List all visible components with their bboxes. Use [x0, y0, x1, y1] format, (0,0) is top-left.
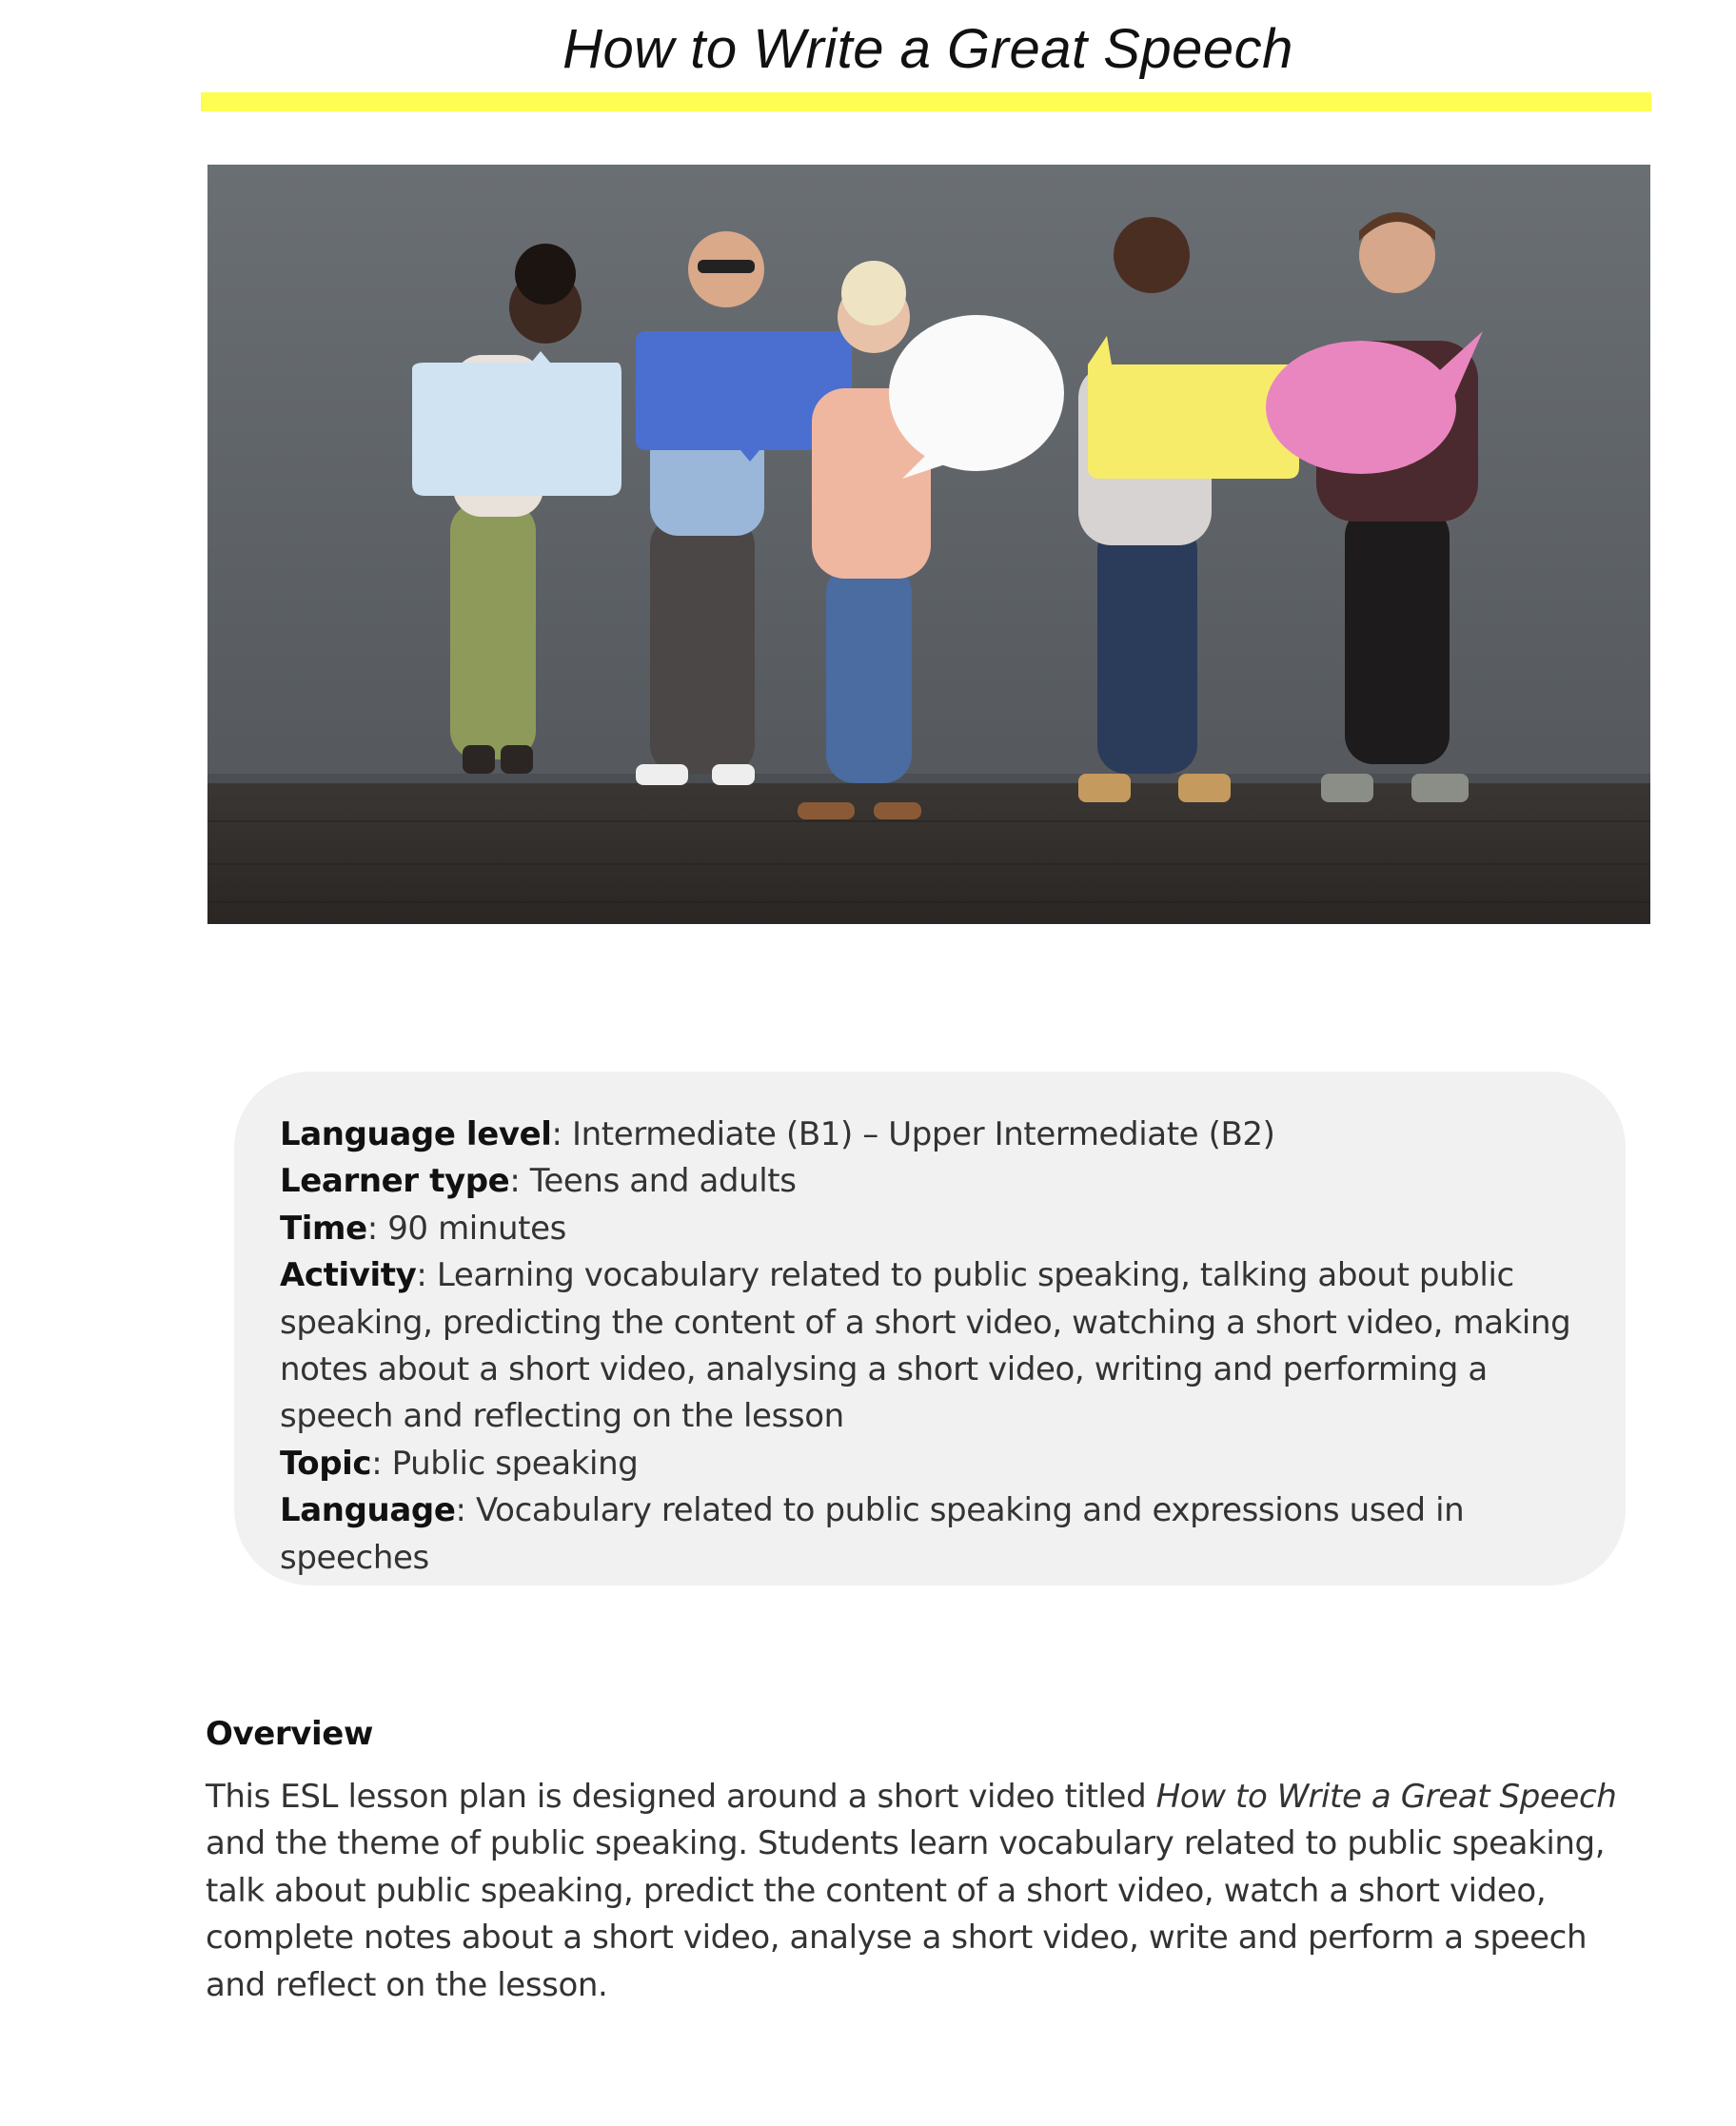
- page-title: How to Write a Great Speech: [562, 18, 1293, 80]
- bubble-pink: [1266, 341, 1456, 474]
- learner-type-line: [280, 1158, 1580, 1205]
- language-level-value: : Intermediate (B1) – Upper Intermediate (B2): [551, 1115, 1275, 1153]
- time-label: Time: [280, 1209, 367, 1248]
- language-label: Language: [280, 1491, 456, 1530]
- language-level-label: Language level: [280, 1115, 552, 1153]
- topic-label: Topic: [280, 1444, 372, 1483]
- bubble-white: [889, 315, 1064, 471]
- activity-value: : Learning vocabulary related to public speaking, talking about public speaking, predicting the content of a short video, watching a short video, making notes about a short video, analysing a short video, writing and performing a speech and reflecting on the lesson: [280, 1256, 1571, 1436]
- topic-line: [280, 1441, 1580, 1487]
- learner-type-value: : Teens and adults: [509, 1162, 797, 1201]
- activity-label: Activity: [280, 1256, 417, 1295]
- overview-video-title: How to Write a Great Speech: [1155, 1778, 1617, 1816]
- lesson-info-box: [234, 1072, 1626, 1585]
- overview-text-before: This ESL lesson plan is designed around a short video titled: [206, 1778, 1156, 1816]
- time-line: [280, 1206, 1580, 1252]
- topic-value: : Public speaking: [371, 1444, 639, 1483]
- hero-photo: [207, 165, 1650, 924]
- learner-type-label: Learner type: [280, 1162, 510, 1201]
- language-level-line: [280, 1112, 1580, 1158]
- language-line: [280, 1487, 1580, 1582]
- bubble-light-blue: [412, 351, 621, 496]
- overview-paragraph: [206, 1774, 1643, 2009]
- language-value: : Vocabulary related to public speaking and expressions used in speeches: [280, 1491, 1465, 1577]
- title-underline: [201, 92, 1651, 111]
- overview-heading: Overview: [206, 1715, 373, 1753]
- overview-text-after: and the theme of public speaking. Students learn vocabulary related to public speaking, talk about public speaking, predict the content of a short video, watch a short video, complete notes about a short video, analyse a short video, write and perform a speech and reflect on the lesson.: [206, 1824, 1606, 2004]
- time-value: : 90 minutes: [366, 1209, 566, 1248]
- activity-line: [280, 1252, 1580, 1441]
